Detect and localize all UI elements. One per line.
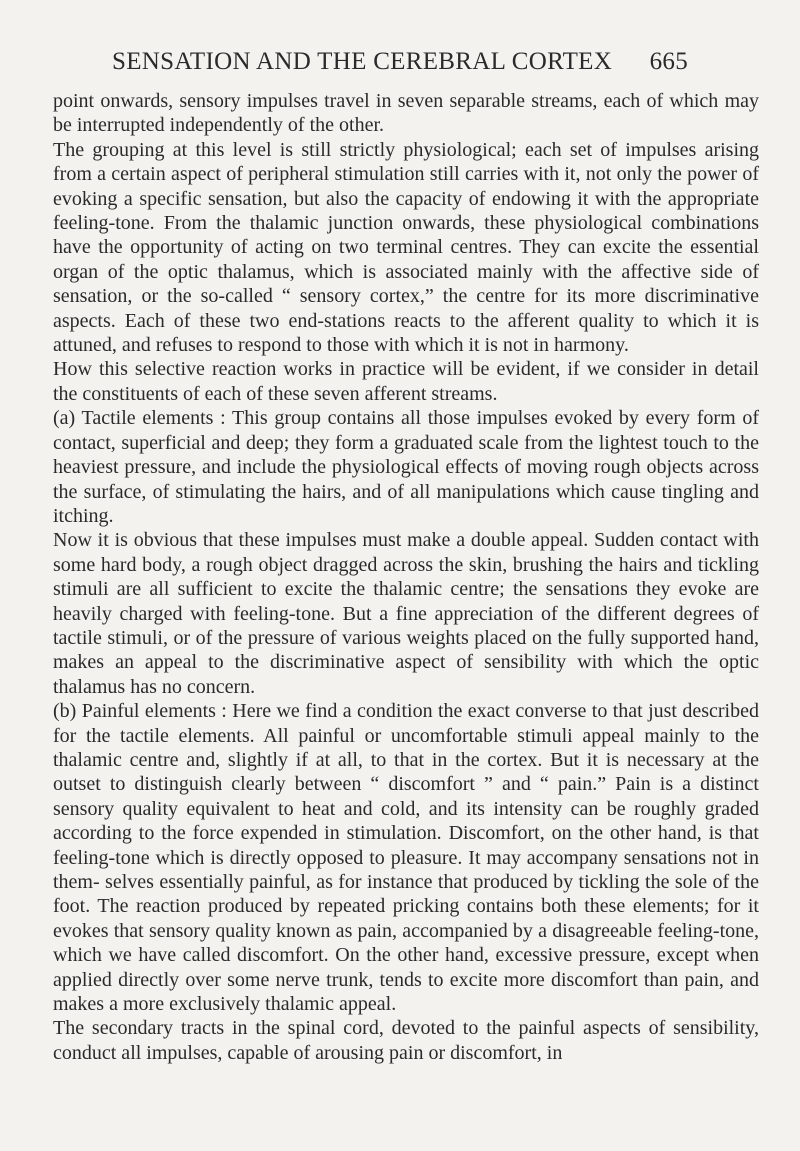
paragraph: The grouping at this level is still strictly physiological; each set of impulses arising from a certain aspect of peripheral stimulation still carries with it, not only the power of evoking a specific sensation, but also the capacity of endowing it with the appropriate feeling-tone. From the thalamic junction onwards, these physiological combinations have the opportunity of acting on two terminal centres. They can excite the essential organ of the optic thalamus, which is associated mainly with the affective side of sensation, or the so-called “ sensory cortex,” the centre for its more discriminative aspects. Each of these two end-stations reacts to the afferent quality to which it is attuned, and refuses to respond to those with which it is not in harmony. bbox=[53, 138, 759, 357]
paragraph: point onwards, sensory impulses travel in seven separable streams, each of which may be interrupted independently of the other. bbox=[53, 90, 759, 137]
page-number: 665 bbox=[649, 48, 688, 75]
paragraph: (a) Tactile elements : This group contains all those impulses evoked by every form of contact, superficial and deep; they form a graduated scale from the lightest touch to the heaviest pressure, and include the physiological effects of moving rough objects across the surface, of stimulating the hairs, and of all manipulations which cause tingling and itching. bbox=[53, 407, 759, 527]
paragraph: The secondary tracts in the spinal cord, devoted to the painful aspects of sensibility, conduct all impulses, capable of arousing pain or discomfort, in bbox=[53, 1017, 759, 1064]
body-text bbox=[53, 89, 759, 1065]
paragraph: Now it is obvious that these impulses must make a double appeal. Sudden contact with some hard body, a rough object dragged across the skin, brushing the hairs and tickling stimuli are all sufficient to excite the thalamic centre; the sensations they evoke are heavily charged with feeling-tone. But a fine appreciation of the different degrees of tactile stimuli, or of the pressure of various weights placed on the fully supported hand, makes an appeal to the discriminative aspect of sensibility with which the optic thalamus has no concern. bbox=[53, 529, 759, 698]
paragraph: (b) Painful elements : Here we find a condition the exact converse to that just described for the tactile elements. All painful or uncomfortable stimuli appeal mainly to the thalamic centre and, slightly if at all, to that in the cortex. But it is necessary at the outset to distinguish clearly between “ discomfort ” and “ pain.” Pain is a distinct sensory quality equivalent to heat and cold, and its intensity can be roughly graded according to the force expended in stimulation. Discomfort, on the other hand, is that feeling-tone which is directly opposed to pleasure. It may accompany sensations not in them- selves essentially painful, as for instance that produced by tickling the sole of the foot. The reaction produced by repeated pricking contains both these elements; for it evokes that sensory quality known as pain, accompanied by a disagreeable feeling-tone, which we have called discomfort. On the other hand, excessive pressure, except when applied directly over some nerve trunk, tends to excite more discomfort than pain, and makes a more exclusively thalamic appeal. bbox=[53, 700, 759, 1016]
running-head: SENSATION AND THE CEREBRAL CORTEX bbox=[112, 48, 613, 75]
page-header bbox=[112, 48, 688, 82]
paragraph: How this selective reaction works in practice will be evident, if we consider in detail the constituents of each of these seven afferent streams. bbox=[53, 358, 759, 405]
